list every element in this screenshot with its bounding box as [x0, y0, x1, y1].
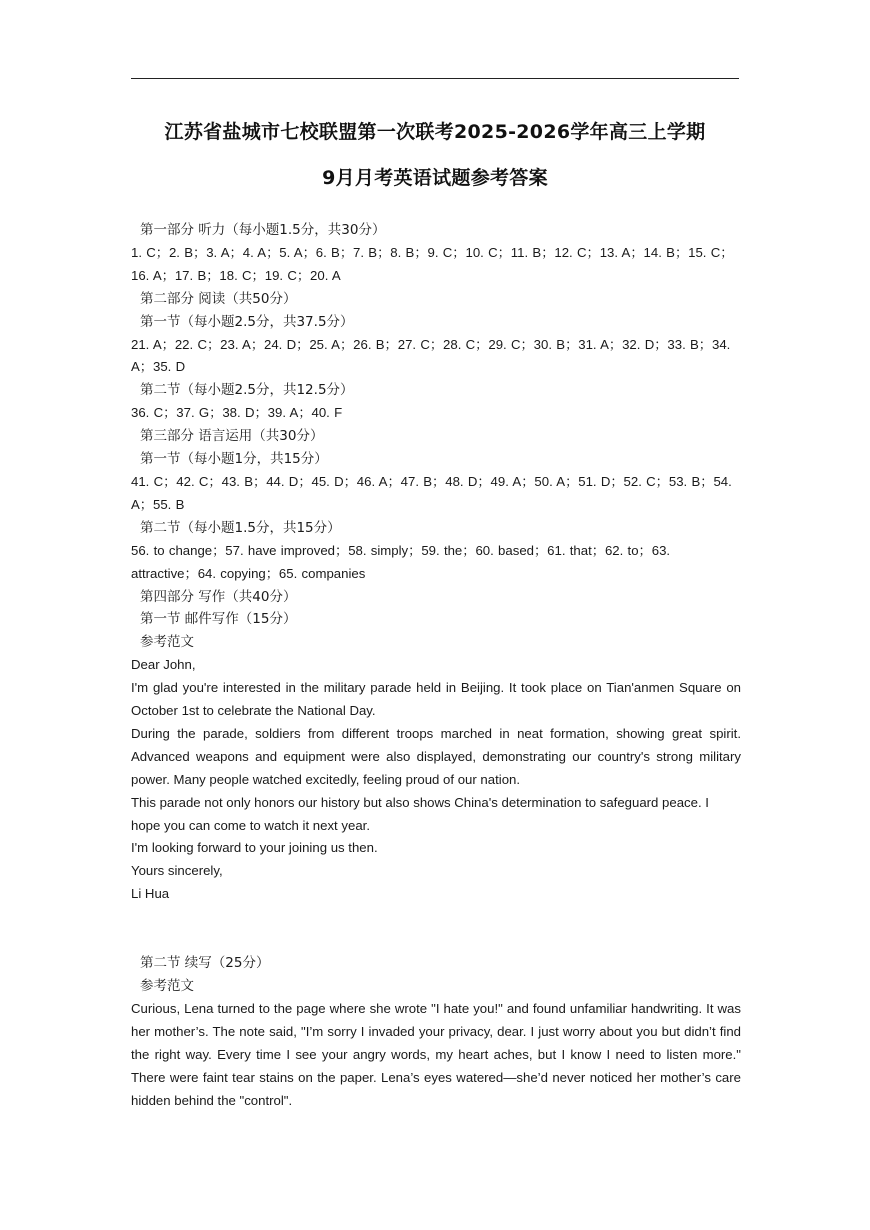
part4-section1-heading: 第一节 邮件写作（15分） — [140, 611, 297, 628]
answer-content — [131, 219, 741, 1113]
part3-section2-heading: 第二节（每小题1.5分，共15分） — [140, 519, 341, 536]
part3-section1-heading: 第一节（每小题1分，共15分） — [140, 451, 328, 468]
sample-essay-label: 参考范文 — [140, 978, 194, 995]
letter-paragraph: I'm glad you're interested in the military parade held in Beijing. It took place on Tian'anmen Square on October 1st to celebrate the National Day. — [131, 680, 741, 719]
part2-section2-answers: 36. C；37. G；38. D；39. A；40. F — [131, 405, 343, 421]
document-subtitle: 9月月考英语试题参考答案 — [322, 167, 548, 189]
letter-greeting: Dear John, — [131, 657, 196, 673]
document-title: 江苏省盐城市七校联盟第一次联考2025-2026学年高三上学期 — [164, 121, 706, 143]
part3-heading: 第三部分 语言运用（共30分） — [140, 428, 324, 445]
letter-closing: Yours sincerely, — [131, 863, 223, 879]
sample-essay-label: 参考范文 — [140, 634, 194, 651]
part1-answers: 1. C；2. B；3. A；4. A；5. A；6. B；7. B；8. B；9. C；10. C；11. B；12. C；13. A；14. B；15. C；16. A；17. B；18. C；19. C；20. A — [131, 244, 734, 283]
part3-section2-answers: 56. to change；57. have improved；58. simply；59. the；60. based；61. that；62. to；63. attractive；64. copying；65. companies — [131, 542, 671, 581]
part2-section1-heading: 第一节（每小题2.5分，共37.5分） — [140, 313, 354, 330]
letter-paragraph: I'm looking forward to your joining us then. — [131, 840, 378, 856]
part4-section2-heading: 第二节 续写（25分） — [140, 955, 270, 972]
letter-paragraph: This parade not only honors our history but also shows China's determination to safeguard peace. I hope you can come to watch it next year. — [131, 794, 709, 833]
part1-heading: 第一部分 听力（每小题1.5分，共30分） — [140, 222, 386, 238]
spacer — [131, 906, 741, 952]
part3-section1-answers: 41. C；42. C；43. B；44. D；45. D；46. A；47. B；48. D；49. A；50. A；51. D；52. C；53. B；54. A；55. B — [131, 473, 732, 512]
header-rule — [131, 78, 739, 79]
part2-heading: 第二部分 阅读（共50分） — [140, 290, 297, 307]
part4-heading: 第四部分 写作（共40分） — [140, 588, 297, 605]
part2-section1-answers: 21. A；22. C；23. A；24. D；25. A；26. B；27. C；28. C；29. C；30. B；31. A；32. D；33. B；34. A；35. D — [131, 336, 731, 375]
continuation-paragraph: Curious, Lena turned to the page where she wrote "I hate you!" and found unfamiliar handwriting. It was her mother’s. The note said, "I’m sorry I invaded your privacy, dear. I just worry about you but didn’t find the right way. Every time I see your angry words, my heart aches, but I know I need to listen more." There were faint tear stains on the paper. Lena’s eyes watered—she’d never noticed her mother’s care hidden behind the "control". — [131, 1001, 741, 1108]
letter-signature: Li Hua — [131, 886, 170, 902]
part2-section2-heading: 第二节（每小题2.5分，共12.5分） — [140, 382, 354, 399]
letter-paragraph: During the parade, soldiers from different troops marched in neat formation, showing great spirit. Advanced weapons and equipment were also displayed, demonstrating our country's strong military power. Many people watched excitedly, feeling proud of our nation. — [131, 725, 741, 787]
